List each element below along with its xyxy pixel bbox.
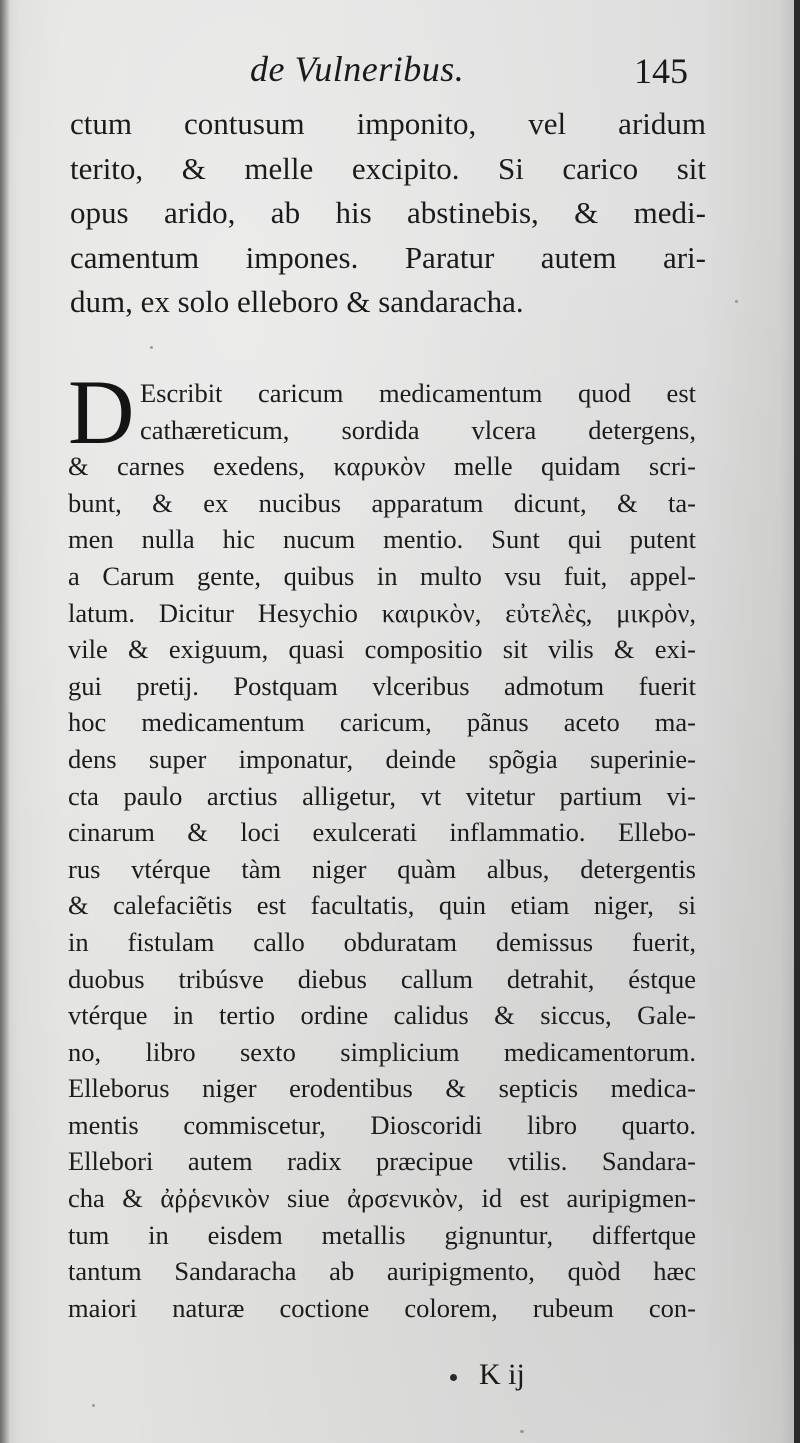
commentary-line: cathæreticum, sordida vlcera detergens, bbox=[140, 414, 696, 445]
commentary-line: mentis commiscetur, Dioscoridi libro quarto. bbox=[68, 1109, 696, 1140]
text-line: dum, ex solo elleboro & sandaracha. bbox=[70, 284, 524, 320]
commentary-line: vile & exiguum, quasi compositio sit vilis & exi- bbox=[68, 634, 696, 665]
commentary-block bbox=[68, 375, 696, 1326]
commentary-line: cinarum & loci exulcerati inflammatio. Ellebo- bbox=[68, 817, 696, 848]
commentary-line: rus vtérque tàm niger quàm albus, detergentis bbox=[68, 853, 696, 884]
commentary-line: duobus tribúsve diebus callum detrahit, éstque bbox=[68, 963, 696, 994]
text-line: camentum impones. Paratur autem ari- bbox=[70, 239, 706, 275]
paper-speck bbox=[735, 300, 738, 303]
commentary-line: a Carum gente, quibus in multo vsu fuit, appel- bbox=[68, 560, 696, 591]
commentary-line: in fistulam callo obduratam demissus fuerit, bbox=[68, 926, 696, 957]
gutter-shadow bbox=[0, 0, 10, 1443]
commentary-line: cta paulo arctius alligetur, vt vitetur partium vi- bbox=[68, 780, 696, 811]
commentary-line: & calefaciẽtis est facultatis, quin etiam niger, si bbox=[68, 890, 696, 921]
commentary-line: latum. Dicitur Hesychio καιρικὸν, εὐτελὲς, μικρὸν, bbox=[68, 597, 696, 628]
paper-speck bbox=[92, 1404, 95, 1407]
commentary-line: hoc medicamentum caricum, pãnus aceto ma- bbox=[68, 707, 696, 738]
commentary-line: gui pretij. Postquam vlceribus admotum fuerit bbox=[68, 670, 696, 701]
text-line: opus arido, ab his abstinebis, & medi- bbox=[70, 195, 706, 231]
text-line: ctum contusum imponito, vel aridum bbox=[70, 106, 706, 141]
commentary-line: maiori naturæ coctione colorem, rubeum con- bbox=[68, 1292, 696, 1323]
page-edge bbox=[794, 0, 800, 1443]
dot-mark bbox=[450, 1374, 457, 1381]
text-line: terito, & melle excipito. Si carico sit bbox=[70, 150, 706, 186]
commentary-line: Ellebori autem radix præcipue vtilis. Sandara- bbox=[68, 1146, 696, 1177]
commentary-line: bunt, & ex nucibus apparatum dicunt, & ta- bbox=[68, 487, 696, 518]
page-number: 145 bbox=[634, 51, 688, 91]
signature-mark bbox=[450, 1358, 525, 1392]
running-head: de Vulneribus. bbox=[250, 49, 465, 89]
commentary-line: dens super imponatur, deinde spõgia superinie- bbox=[68, 743, 696, 774]
main-text-block bbox=[70, 102, 706, 325]
commentary-line: & carnes exedens, καρυκὸν melle quidam scri- bbox=[68, 451, 696, 482]
commentary-line: vtérque in tertio ordine calidus & siccus, Gale- bbox=[68, 1000, 696, 1031]
commentary-line: no, libro sexto simplicium medicamentorum. bbox=[68, 1036, 696, 1067]
commentary-line: tum in eisdem metallis gignuntur, differtque bbox=[68, 1219, 696, 1250]
signature-text: K ij bbox=[479, 1358, 525, 1391]
commentary-line: men nulla hic nucum mentio. Sunt qui putent bbox=[68, 524, 696, 555]
commentary-line: Elleborus niger erodentibus & septicis medica- bbox=[68, 1073, 696, 1104]
commentary-line: cha & ἀῤῥενικὸν siue ἀρσενικὸν, id est auripigmen- bbox=[68, 1183, 696, 1214]
commentary-line: Escribit caricum medicamentum quod est bbox=[140, 378, 696, 408]
commentary-line: tantum Sandaracha ab auripigmento, quòd hæc bbox=[68, 1256, 696, 1287]
drop-cap: D bbox=[68, 361, 135, 463]
paper-speck bbox=[150, 346, 153, 349]
paper-speck bbox=[520, 1430, 524, 1433]
